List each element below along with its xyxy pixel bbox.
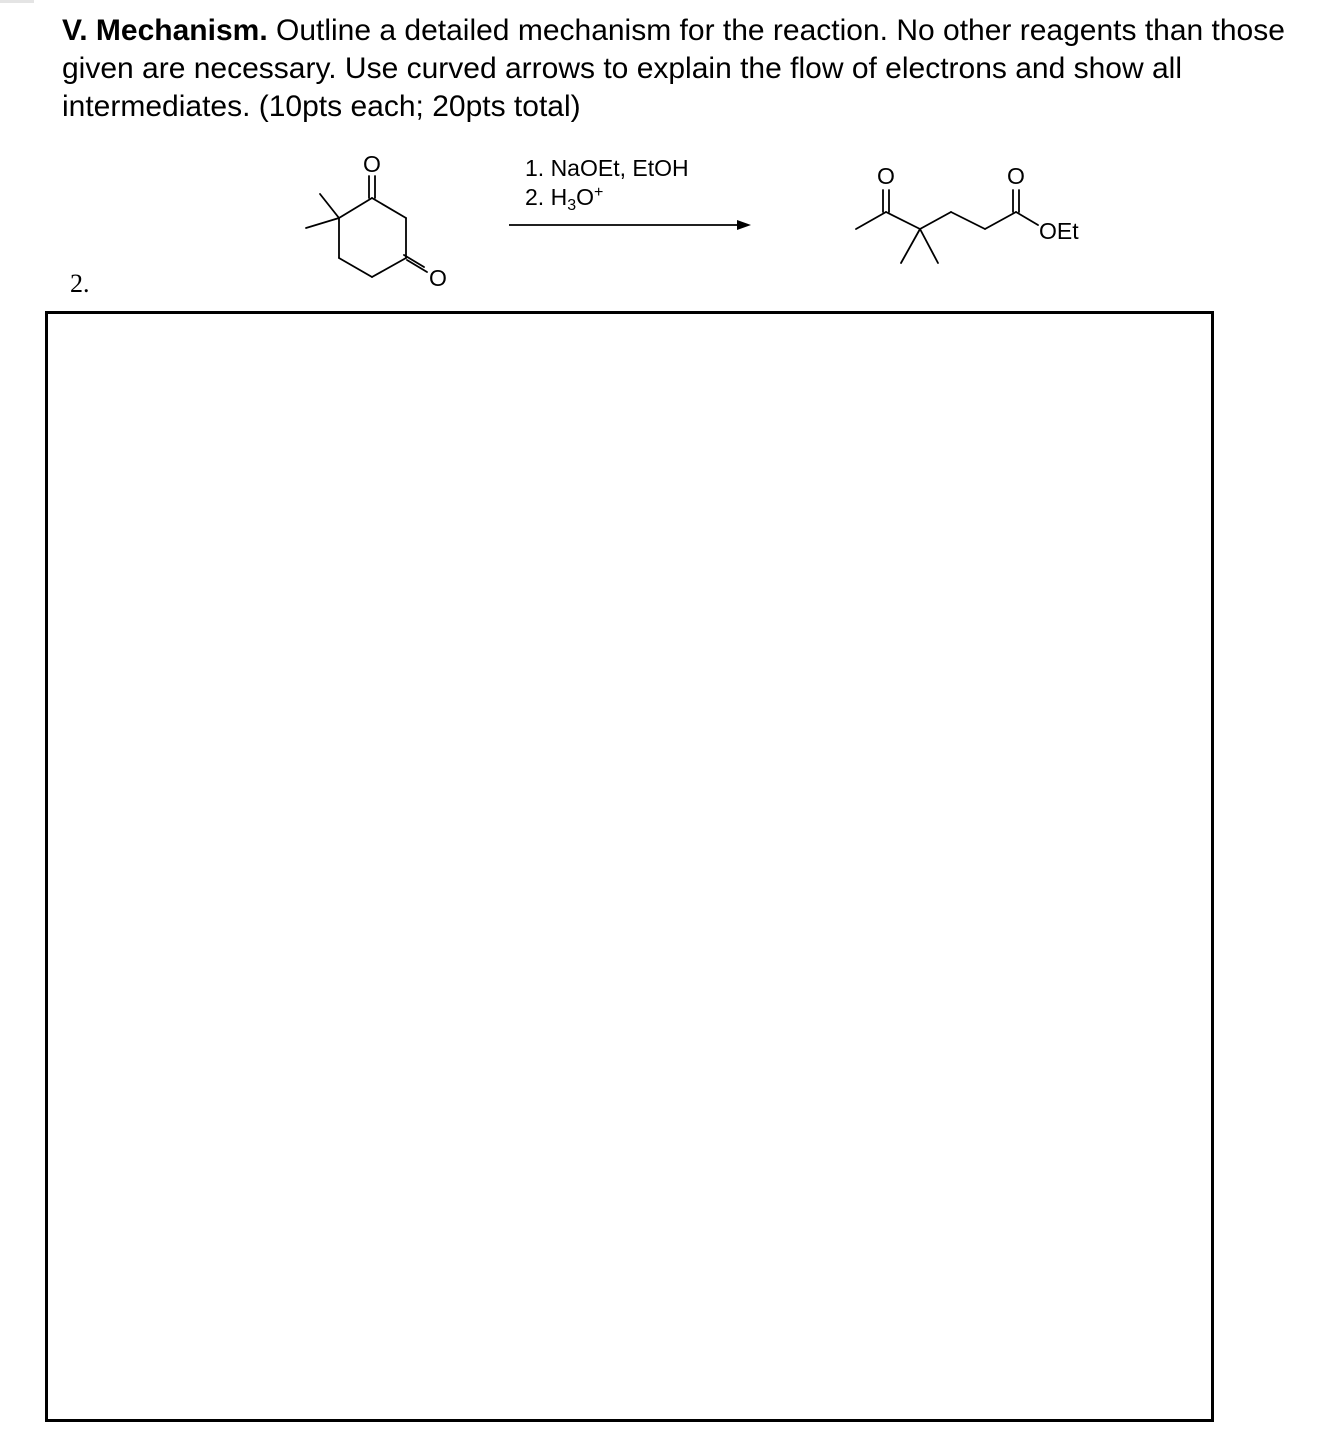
reactant-methyl-bond — [320, 194, 339, 218]
condition-step-2-charge: + — [593, 184, 604, 201]
condition-step-2 — [525, 184, 603, 214]
product-chain-bond — [1016, 212, 1038, 225]
condition-step-1: 1. NaOEt, EtOH — [525, 155, 689, 181]
condition-step-2-atom: O — [576, 184, 594, 210]
question-body: Outline a detailed mechanism for the reaction. No other reagents than those given are necessary. Use curved arrows to explain the flow of electrons and show all intermediates. (10pts each; 20pts total) — [62, 14, 1285, 123]
reactant-oxygen-label: O — [429, 265, 447, 291]
reactant-ring-bond — [339, 258, 372, 277]
condition-step-2-subscript: 3 — [567, 197, 577, 214]
reactant-ring-bond — [339, 198, 372, 218]
problem-number: 2. — [70, 269, 90, 298]
product-methyl-bond — [920, 229, 938, 263]
product-chain-bond — [985, 212, 1016, 229]
reaction-arrow — [509, 220, 751, 230]
product-structure — [856, 190, 1038, 263]
reactant-ring-bond — [372, 258, 406, 277]
product-oxygen-label: O — [1007, 163, 1025, 189]
page-edge-mark — [0, 0, 34, 3]
product-methyl-bond — [901, 229, 920, 263]
reactant-methyl-bond — [306, 218, 339, 228]
product-chain-bond — [886, 212, 920, 229]
product-chain-bond — [951, 212, 985, 229]
question-text — [62, 12, 1302, 126]
product-chain-bond — [856, 212, 886, 229]
reactant-ring-bond — [372, 198, 406, 218]
answer-box[interactable] — [45, 311, 1214, 1422]
product-oxygen-label: O — [877, 163, 895, 189]
reaction-scheme — [0, 140, 1338, 310]
condition-step-2-prefix: 2. H — [525, 184, 568, 210]
reactant-structure — [306, 176, 427, 277]
question-heading: V. Mechanism. — [62, 14, 268, 47]
reactant-oxygen-label: O — [363, 151, 381, 177]
product-ester-label: OEt — [1039, 218, 1079, 244]
reaction-arrow-head — [737, 220, 751, 230]
product-chain-bond — [920, 212, 951, 229]
